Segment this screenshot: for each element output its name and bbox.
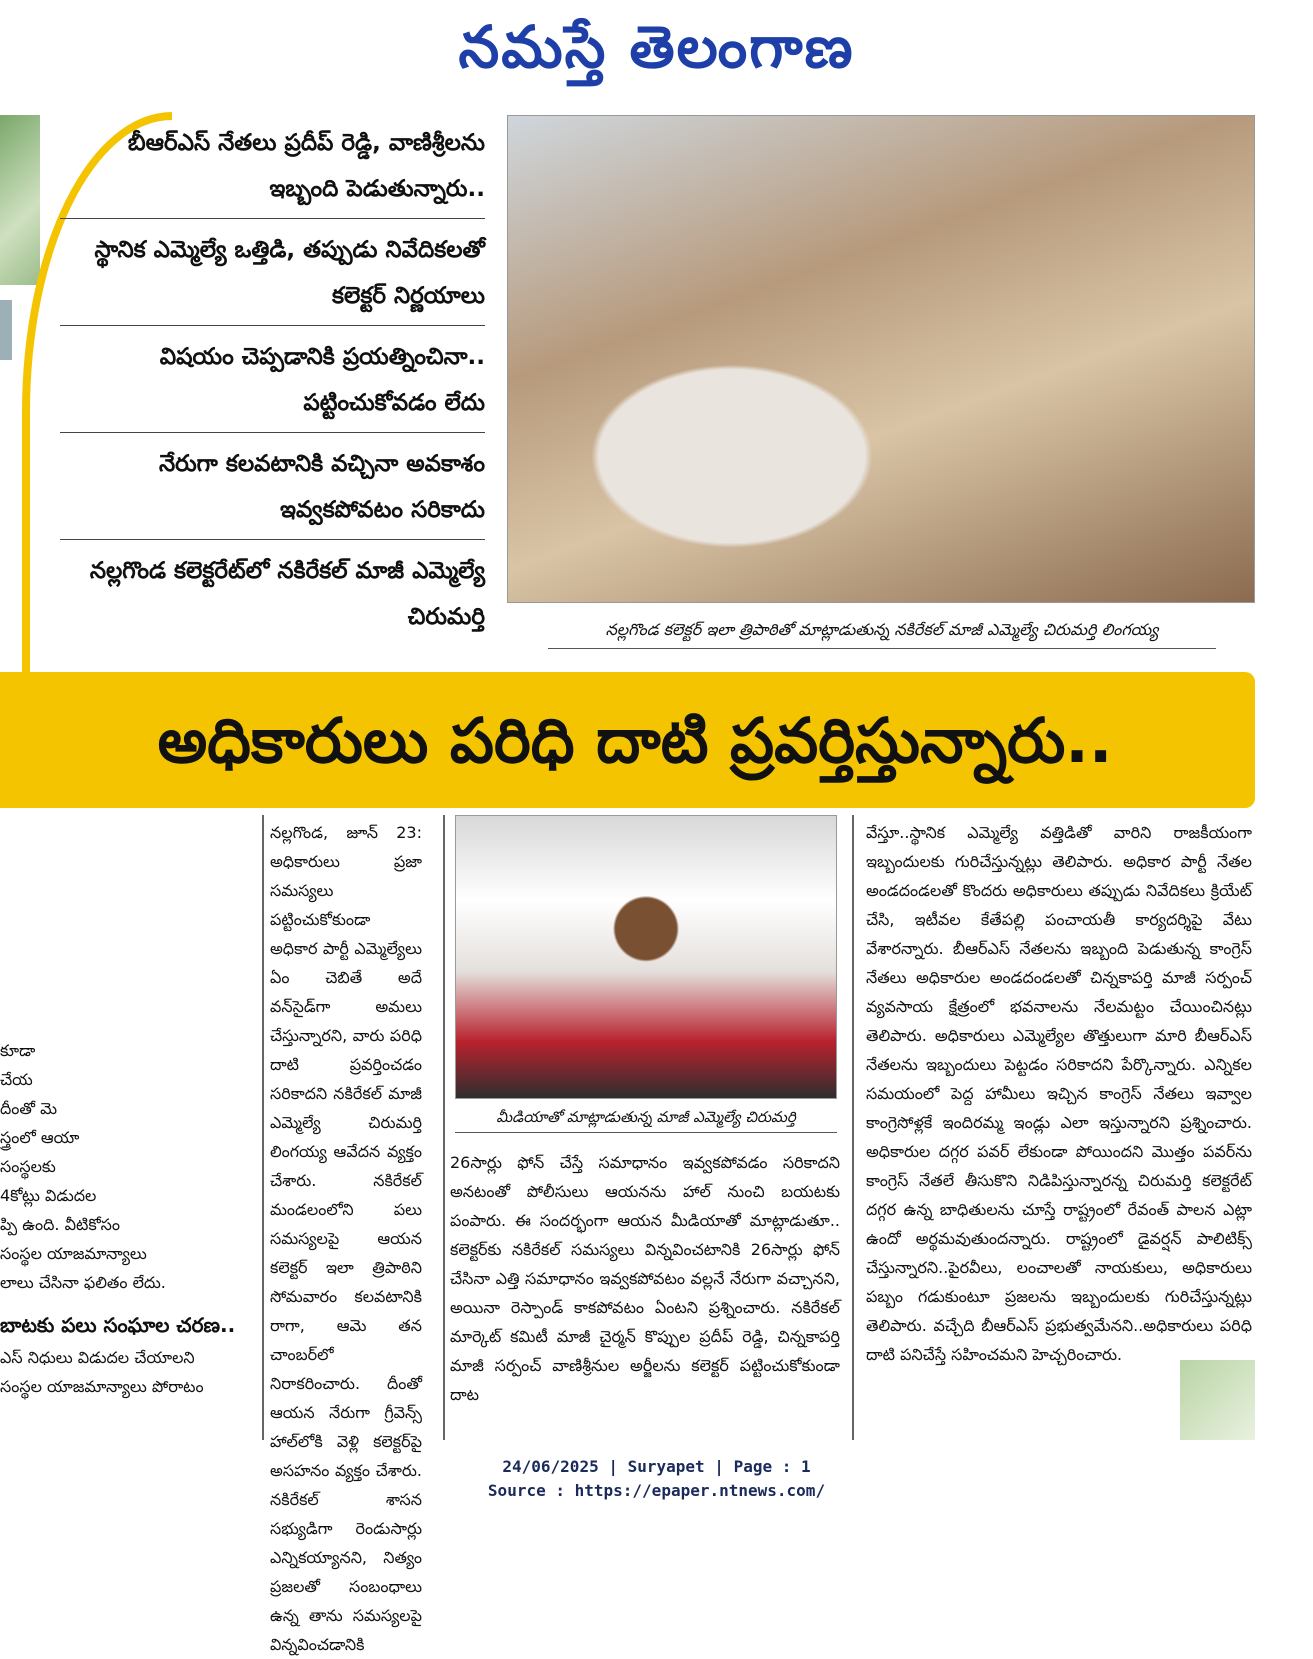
left-line-10: ఎస్ నిధులు విడుదల చేయాలని — [0, 1348, 195, 1367]
page-footer — [0, 1455, 1313, 1503]
footer-date-line: 24/06/2025 | Suryapet | Page : 1 — [502, 1457, 811, 1476]
bullet-3: విషయం చెప్పడానికి ప్రయత్నించినా.. పట్టించుకోవడం లేదు — [60, 334, 485, 433]
column-1-text: నల్లగొండ, జూన్ 23: అధికారులు ప్రజా సమస్యలు పట్టించుకోకుండా అధికార పార్టీ ఎమ్మెల్యేలు ఏం చెబితే అదే వన్‌సైడ్‌గా అమలు చేస్తున్నారని, వారు పరిధి దాటి ప్రవర్తించడం సరికాదని నకిరేకల్ మాజీ ఎమ్మెల్యే చిరుమర్తి లింగయ్య ఆవేదన వ్యక్తం చేశారు. నకిరేకల్ మండలంలోని పలు సమస్యలపై ఆయన కలెక్టర్ ఇలా త్రిపాఠిని సోమవారం కలవటానికి రాగా, ఆమె తన చాంబర్‌లో నిరాకరించారు. దీంతో ఆయన నేరుగా గ్రీవెన్స్ హాల్‌లోకి వెళ్లి కలెక్టర్‌పై అసహనం వ్యక్తం చేశారు. నకిరేకల్ శాసన సభ్యుడిగా రెండుసార్లు ఎన్నికయ్యానని, నిత్యం ప్రజలతో సంబంధాలు ఉన్న తాను సమస్యలపై విన్నవించడానికి — [270, 823, 422, 1654]
bullet-4: నేరుగా కలవటానికి వచ్చినా అవకాశం ఇవ్వకపోవటం సరికాదు — [60, 441, 485, 540]
left-line-9: లాలు చేసినా ఫలితం లేదు. — [0, 1273, 166, 1292]
article-column-1 — [270, 818, 422, 1659]
left-cut-column — [0, 1036, 255, 1401]
left-decorative-image — [0, 115, 40, 285]
left-line-7: ప్పి ఉంది. వీటికోసం — [0, 1215, 121, 1234]
main-headline: అధికారులు పరిధి దాటి ప్రవర్తిస్తున్నారు.. — [157, 704, 1113, 777]
left-line-11: సంస్థల యాజమాన్యాలు పోరాటం — [0, 1377, 204, 1396]
bullet-5: నల్లగొండ కలెక్టరేట్‌లో నకిరేకల్ మాజీ ఎమ్మెల్యే చిరుమర్తి — [89, 558, 485, 630]
masthead-title: నమస్తే తెలంగాణ — [458, 13, 855, 81]
left-line-5: సంస్థలకు — [0, 1157, 56, 1176]
column-divider-3 — [852, 815, 854, 1440]
collector-meeting-photo — [507, 115, 1255, 603]
left-line-2: చేయ — [0, 1070, 33, 1089]
bullet-1: బీఆర్ఎస్ నేతలు ప్రదీప్ రెడ్డి, వాణిశ్రీలను ఇబ్బంది పెడుతున్నారు.. — [60, 120, 485, 219]
left-line-8: సంస్థల యాజమాన్యాలు — [0, 1244, 147, 1263]
left-line-1: కూడా — [0, 1041, 36, 1060]
column-2-text: 26సార్లు ఫోన్ చేస్తే సమాధానం ఇవ్వకపోవడం సరికాదని అనటంతో పోలీసులు ఆయనను హాల్ నుంచి బయటకు పంపారు. ఈ సందర్భంగా ఆయన మీడియాతో మాట్లాడుతూ.. కలెక్టర్‌కు నకిరేకల్ సమస్యలు విన్నవించటానికి 26సార్లు ఫోన్ చేసినా ఎత్తి సమాధానం ఇవ్వకపోవటం వల్లనే నేరుగా వచ్చానని, అయినా రెస్పాండ్ కాకపోవటం ఏంటని ప్రశ్నించారు. నకిరేకల్ మార్కెట్ కమిటీ మాజీ చైర్మన్ కొప్పుల ప్రదీప్ రెడ్డి, చిన్నకాపర్తి మాజీ సర్పంచ్ వాణిశ్రీనుల అర్జీలను కలెక్టర్ పట్టించుకోకుండా దాట — [450, 1153, 840, 1404]
left-line-3: దీంతో మె — [0, 1099, 58, 1118]
bullet-2: స్థానిక ఎమ్మెల్యే ఒత్తిడి, తప్పుడు నివేదికలతో కలెక్టర్ నిర్ణయాలు — [60, 227, 485, 326]
left-decorative-image-2 — [0, 300, 12, 360]
media-interaction-photo — [455, 815, 837, 1099]
top-photo-caption: నల్లగొండ కలెక్టర్ ఇలా త్రిపాఠితో మాట్లాడుతున్న నకిరేకల్ మాజీ ఎమ్మెల్యే చిరుమర్తి లింగయ్య — [548, 612, 1216, 649]
left-side-heading: బాటకు పలు సంఘాల చరణ.. — [0, 1313, 236, 1337]
mid-photo-caption: మీడియాతో మాట్లాడుతున్న మాజీ ఎమ్మెల్యే చిరుమర్తి — [455, 1102, 837, 1133]
column-3-text: వేస్తూ..స్థానిక ఎమ్మెల్యే వత్తిడితో వారిని రాజకీయంగా ఇబ్బందులకు గురిచేస్తున్నట్లు తెలిపారు. అధికార పార్టీ నేతల అండదండలతో కొందరు అధికారులు తప్పుడు నివేదికలు క్రియేట్ చేసి, ఇటీవల కేతేపల్లి పంచాయతీ కార్యదర్శిపై వేటు వేశారన్నారు. బీఆర్ఎస్ నేతలను ఇబ్బంది పెడుతున్న కాంగ్రెస్ నేతలు అధికారుల అండదండలతో చిన్నకాపర్తి మాజీ సర్పంచ్ వ్యవసాయ క్షేత్రంలో భవనాలను నేలమట్టం చేయించినట్లు తెలిపారు. అధికారులు ఎమ్మెల్యేల తొత్తులుగా మారి బీఆర్ఎస్ నేతలను ఇబ్బందులు పెట్టడం సరికాదని పేర్కొన్నారు. ఎన్నికల సమయంలో పెద్ద హామీలు ఇచ్చిన కాంగ్రెస్ నేతలు ఇవ్వాల కాంగ్రెసోళ్లకే ఇందిరమ్మ ఇండ్లు ఎలా ఇస్తున్నారని ప్రశ్నించారు. అధికారుల దగ్గర పవర్ లేకుండా పోయిందని మొత్తం పవర్‌ను కాంగ్రెస్ నేతలే తీసుకొని నిడిపిస్తున్నారన్న చిరుమర్తి కలెక్టరేట్ దగ్గర ఉన్న బాధితులను చూస్తే రాష్ట్రంలో రేవంత్ పాలన ఎట్లా ఉందో అర్థమవుతుందన్నారు. రాష్ట్రంలో డైవర్షన్ పాలిటిక్స్ చేస్తున్నారని..పైరవీలు, లంచాలతో నాయకులు, అధికారులు పబ్బం గడుకుంటూ ప్రజలను ఇబ్బందులకు గురిచేస్తున్నట్లు తెలిపారు. వచ్చేది బీఆర్ఎస్ ప్రభుత్వమేనని..అధికారులు పరిధి దాటి పనిచేస్తే సహించమని హెచ్చరించారు. — [866, 823, 1252, 1364]
article-column-2 — [450, 1148, 840, 1409]
subheadline-bullets — [60, 120, 485, 654]
article-column-3 — [866, 818, 1252, 1369]
footer-source-line: Source : https://epaper.ntnews.com/ — [487, 1481, 826, 1500]
left-line-6: 4కోట్లు విడుదల — [0, 1186, 97, 1205]
right-decorative-image — [1180, 1360, 1255, 1440]
column-divider-1 — [262, 815, 264, 1440]
column-divider-2 — [443, 815, 445, 1440]
left-line-4: స్త్రంలో ఆయా — [0, 1128, 80, 1147]
